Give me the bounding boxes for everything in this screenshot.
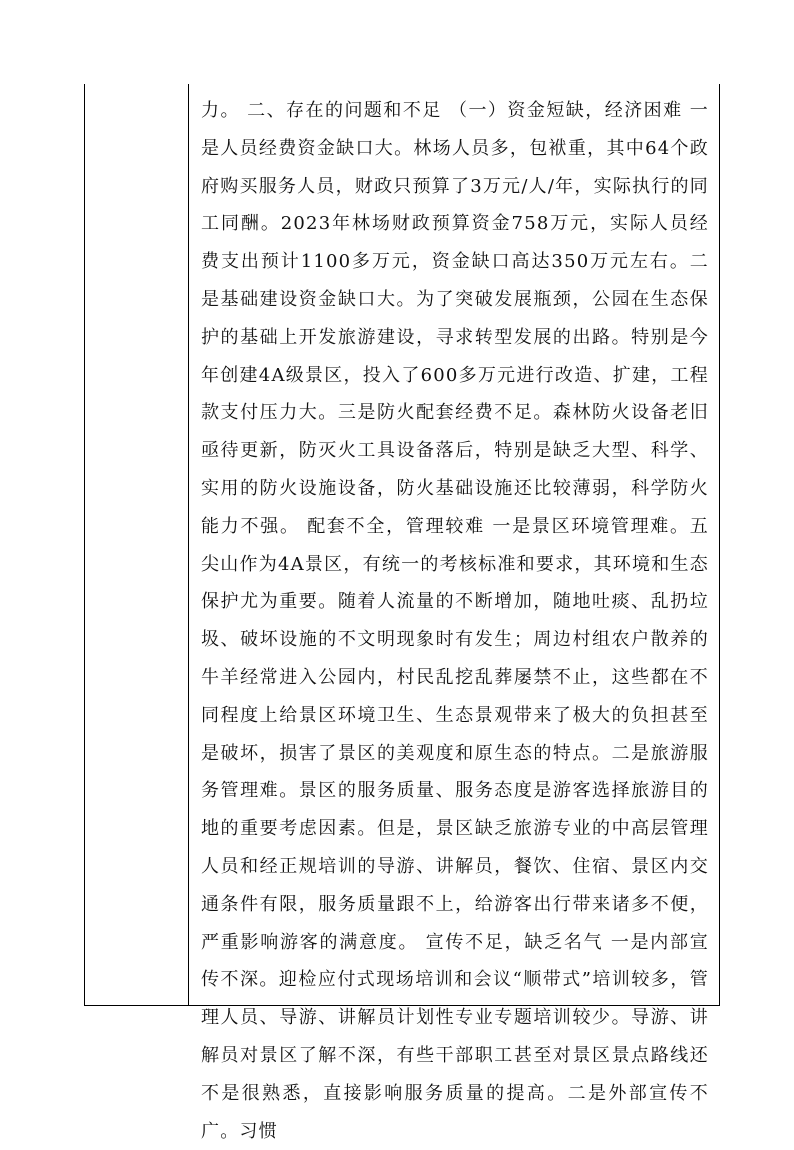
body-paragraph: 力。 二、存在的问题和不足 （一）资金短缺，经济困难 一是人员经费资金缺口大。林场人员多，包袱重，其中64个政府购买服务人员，财政只预算了3万元/人/年，实际执行的同工同酬。2023年林场财政预算资金758万元，实际人员经费支出预计1100多万元，资金缺口高达350万元左右。二是基础建设资金缺口大。为了突破发展瓶颈，公园在生态保护的基础上开发旅游建设，寻求转型发展的出路。特别是今年创建4A级景区，投入了600多万元进行改造、扩建，工程款支付压力大。三是防火配套经费不足。森林防火设备老旧亟待更新，防灭火工具设备落后，特别是缺乏大型、科学、实用的防火设施设备，防火基础设施还比较薄弱，科学防火能力不强。 配套不全，管理较难 一是景区环境管理难。五尖山作为4A景区，有统一的考核标准和要求，其环境和生态保护尤为重要。随着人流量的不断增加，随地吐痰、乱扔垃圾、破坏设施的不文明现象时有发生；周边村组农户散养的牛羊经常进入公园内，村民乱挖乱葬屡禁不止，这些都在不同程度上给景区环境卫生、生态景观带来了极大的负担甚至是破坏，损害了景区的美观度和原生态的特点。二是旅游服务管理难。景区的服务质量、服务态度是游客选择旅游目的地的重要考虑因素。但是，景区缺乏旅游专业的中高层管理人员和经正规培训的导游、讲解员，餐饮、住宿、景区内交通条件有限，服务质量跟不上，给游客出行带来诸多不便，严重影响游客的满意度。 宣传不足，缺乏名气 一是内部宣传不深。迎检应付式现场培训和会议“顺带式”培训较多，管理人员、导游、讲解员计划性专业专题培训较少。导游、讲解员对景区了解不深，有些干部职工甚至对景区景点路线还不是很熟悉，直接影响服务质量的提高。二是外部宣传不广。习惯 [201,100,709,1142]
document-table [84,84,720,1142]
section-label-cell [85,84,189,1005]
content-cell [189,84,719,1142]
